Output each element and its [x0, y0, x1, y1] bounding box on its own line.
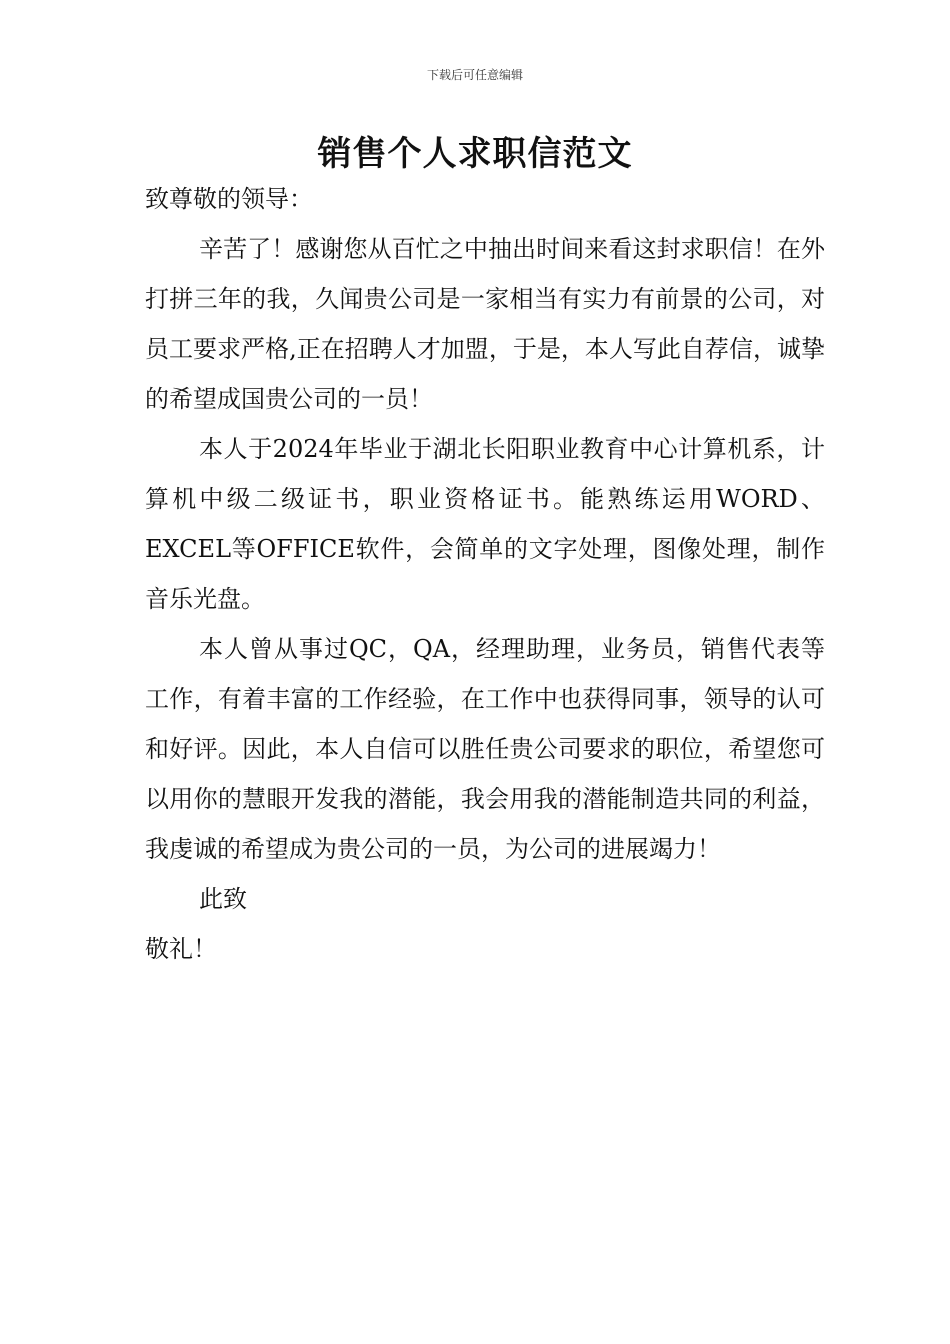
letter-body — [145, 174, 825, 974]
document-title: 销售个人求职信范文 — [317, 134, 633, 174]
paragraph-experience: 本人曾从事过QC，QA，经理助理，业务员，销售代表等工作，有着丰富的工作经验，在工作中也获得同事，领导的认可和好评。因此，本人自信可以胜任贵公司要求的职位，希望您可以用你的慧眼开发我的潜能，我会用我的潜能制造共同的利益，我虔诚的希望成为贵公司的一员，为公司的进展竭力！ — [145, 635, 825, 863]
regards-line: 敬礼！ — [145, 935, 217, 963]
paragraph-education: 本人于2024年毕业于湖北长阳职业教育中心计算机系，计算机中级二级证书，职业资格证书。能熟练运用WORD、EXCEL等OFFICE软件，会简单的文字处理，图像处理，制作音乐光盘。 — [145, 435, 825, 613]
closing-line: 此致 — [199, 885, 247, 913]
header-note: 下载后可任意编辑 — [426, 68, 523, 82]
paragraph-intro: 辛苦了！感谢您从百忙之中抽出时间来看这封求职信！在外打拼三年的我，久闻贵公司是一家相当有实力有前景的公司，对员工要求严格,正在招聘人才加盟，于是，本人写此自荐信，诚挚的希望成国贵公司的一员！ — [145, 235, 825, 413]
salutation: 致尊敬的领导： — [145, 185, 313, 213]
